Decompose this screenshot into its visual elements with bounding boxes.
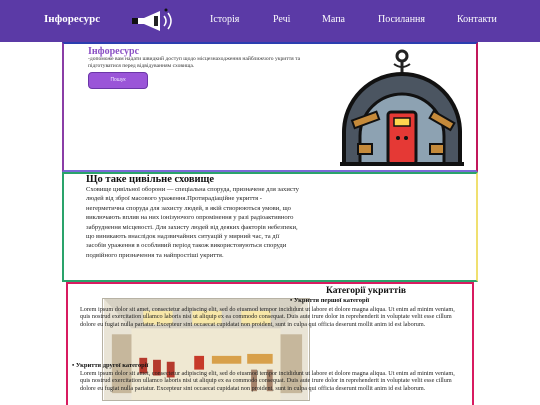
section-title: Що таке цивільне сховище — [86, 174, 215, 185]
nav-link-history[interactable]: Історія — [210, 14, 240, 25]
what-is-shelter-section — [62, 172, 478, 282]
hero-subtitle: -допоможе вам надати швидкий доступ щодо місцезнаходження найближчого укриття та підготуватися перед відвідуванням сховища. — [88, 56, 301, 69]
nav-link-map[interactable]: Мапа — [322, 14, 345, 25]
section-body: Сховище цивільної оборони — спеціальна споруда, призначене для захисту людей від зброї масового ураження.Протирадіаційне укриття - негерметична споруда для захисту людей, в якій створюються умови, що виключають вплив на них іонізуючого опромінення у разі радіоактивного забруднення місцевості. Для захисту людей від деяких факторів небезпеки, що виникають внаслідок надзвичайних ситуацій у мирний час, та дії засобів ураження в особливий період також використовуються споруди подвійного призначення та найпростіші укриття. — [86, 186, 299, 259]
brand-logo-text[interactable]: Інфоресурс — [44, 13, 101, 25]
bomb-shelter-icon — [336, 44, 484, 172]
category-1-title: • Укриття першої категорії — [290, 297, 370, 304]
nav-link-items[interactable]: Речі — [273, 14, 291, 25]
category-1-text: Lorem ipsum dolor sit amet, consectetur adipiscing elit, sed do eiusmod tempor incididunt ut labore et dolore magna aliqua. Ut enim ad minim veniam, quis nostrud exercitation ullamco laboris nisi ut aliquip ex ea commodo consequat. Duis aute irure dolor in reprehenderit in voluptate velit esse cillum dolore eu fugiat nulla pariatur. Excepteur sint occaecat cupidatat non proident, sunt in culpa qui officia deserunt mollit anim id est laborum. — [80, 306, 455, 328]
categories-title: Категорії укриттів — [326, 286, 406, 296]
hero-title: Інфоресурс — [88, 46, 140, 57]
hero-section — [62, 42, 478, 172]
category-2-text: Lorem ipsum dolor sit amet, consectetur adipiscing elit, sed do eiusmod tempor incididunt ut labore et dolore magna aliqua. Ut enim ad minim veniam, quis nostrud exercitation ullamco laboris nisi ut aliquip ex ea commodo consequat. Duis aute irure dolor in reprehenderit in voluptate velit esse cillum dolore eu fugiat nulla pariatur. Excepteur sint occaecat cupidatat non proident, sunt in culpa qui officia deserunt mollit anim id est laborum. — [80, 370, 455, 392]
top-navbar — [0, 0, 540, 42]
shelter-categories-section — [66, 282, 474, 405]
megaphone-icon — [130, 8, 178, 34]
nav-link-links[interactable]: Посилання — [378, 14, 425, 25]
nav-link-contacts[interactable]: Контакти — [457, 14, 497, 25]
search-button[interactable]: Пошук — [88, 72, 148, 89]
category-2-title: • Укриття другої категорії — [72, 362, 149, 369]
